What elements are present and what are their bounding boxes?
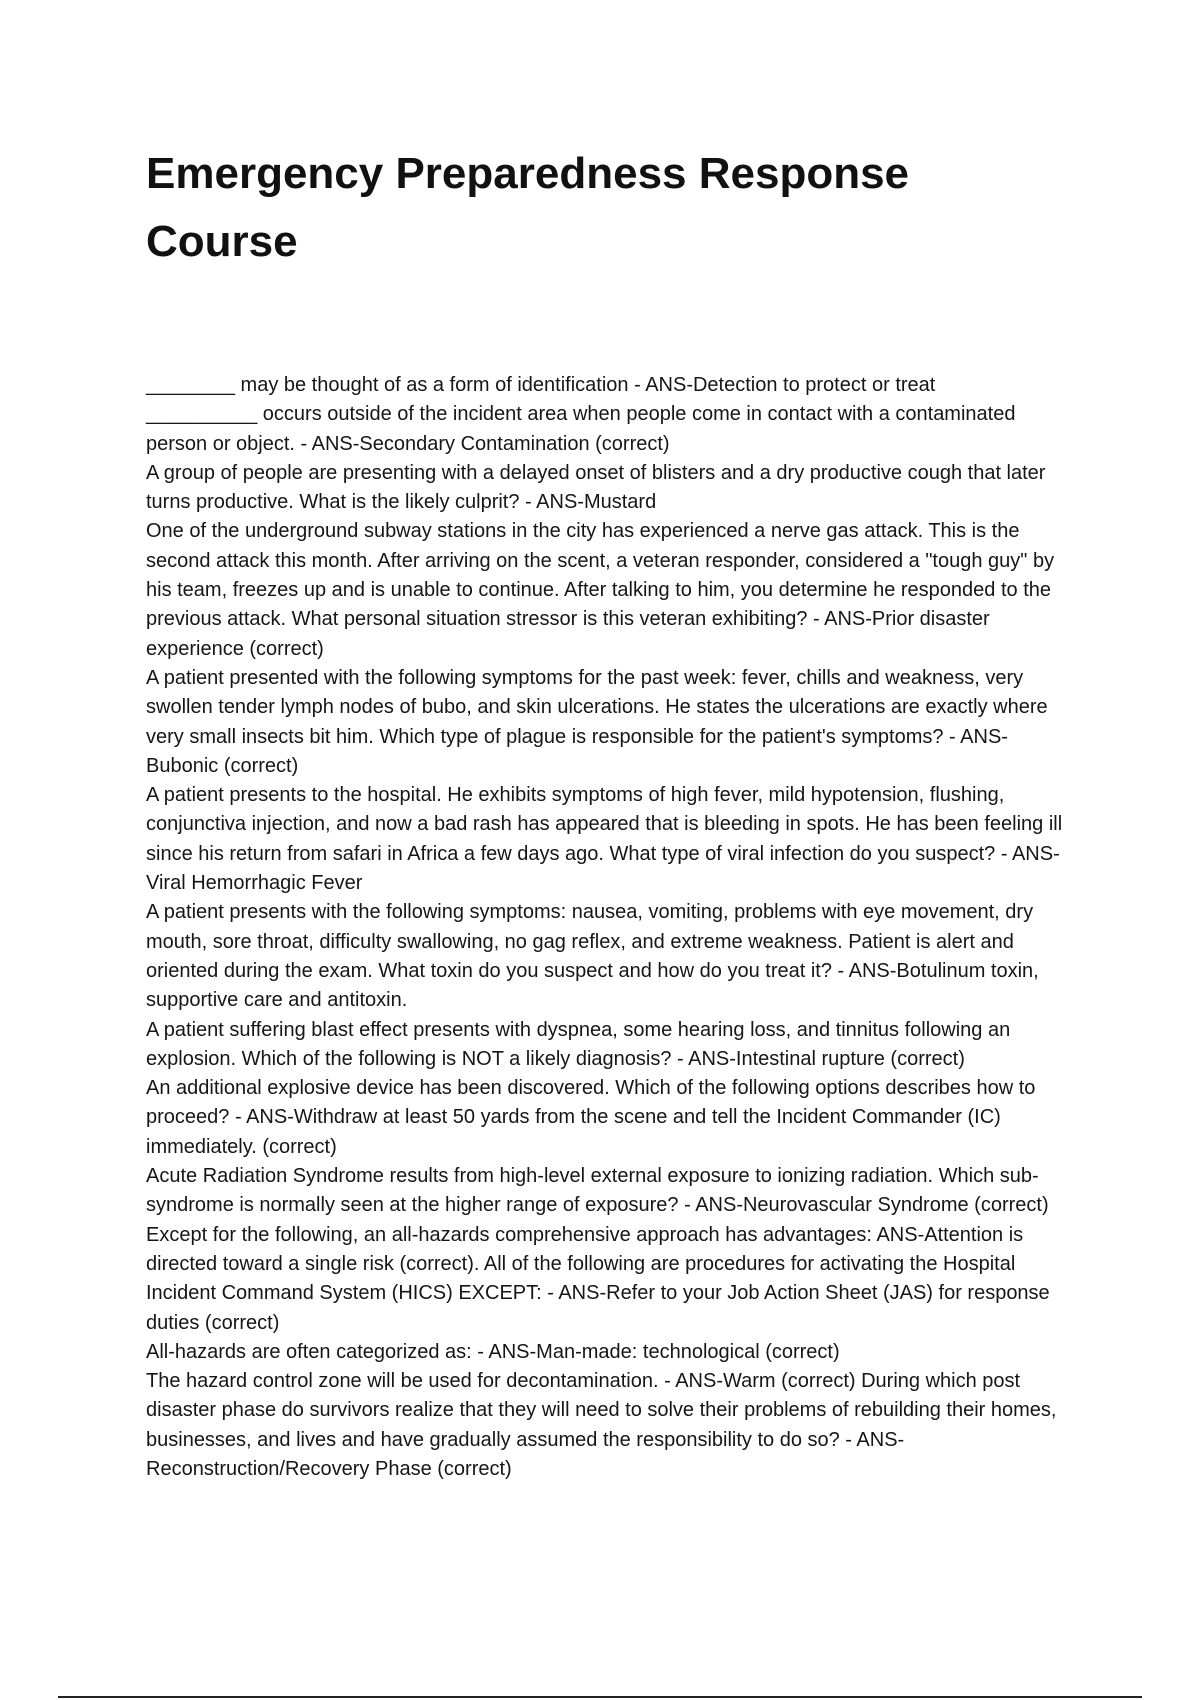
qa-item: The hazard control zone will be used for decontamination. - ANS-Warm (correct) During which post disaster phase do survivors realize that they will need to solve their problems of rebuilding their homes, businesses, and lives and have gradually assumed the responsibility to do so? - ANS-Reconstruction/Recovery Phase (correct) [146,1370,1057,1480]
qa-item: All-hazards are often categorized as: - ANS-Man-made: technological (correct) [146,1340,840,1363]
qa-item: ________ may be thought of as a form of identification - ANS-Detection to protect or treat [146,374,936,396]
qa-item: A patient presents to the hospital. He exhibits symptoms of high fever, mild hypotension, flushing, conjunctiva injection, and now a bad rash has appeared that is bleeding in spots. He has been feeling ill since his return from safari in Africa a few days ago. What type of viral infection do you suspect? - ANS-Viral Hemorrhagic Fever [146,784,1063,895]
qa-item: A patient presented with the following symptoms for the past week: fever, chills and weakness, very swollen tender lymph nodes of bubo, and skin ulcerations. He states the ulcerations are exactly where very small insects bit him. Which type of plague is responsible for the patient's symptoms? - ANS-Bubonic (correct) [146,666,1048,777]
qa-item: A patient presents with the following symptoms: nausea, vomiting, problems with eye movement, dry mouth, sore throat, difficulty swallowing, no gag reflex, and extreme weakness. Patient is alert and oriented during the exam. What toxin do you suspect and how do you treat it? - ANS-Botulinum toxin, supportive care and antitoxin. [146,901,1039,1012]
qa-item: __________ occurs outside of the incident area when people come in contact with a contaminated person or object. - ANS-Secondary Contamination (correct) [146,403,1016,455]
qa-item: A patient suffering blast effect presents with dyspnea, some hearing loss, and tinnitus following an explosion. Which of the following is NOT a likely diagnosis? - ANS-Intestinal rupture (correct) [146,1018,1011,1070]
qa-item: Acute Radiation Syndrome results from high-level external exposure to ionizing radiation. Which sub-syndrome is normally seen at the higher range of exposure? - ANS-Neurovascular Syndrome (correct) [146,1165,1049,1217]
document-title: Emergency Preparedness Response Course [146,149,910,266]
qa-body [146,371,1066,1484]
qa-item: A group of people are presenting with a delayed onset of blisters and a dry productive cough that later turns productive. What is the likely culprit? - ANS-Mustard [146,461,1046,514]
qa-item: An additional explosive device has been discovered. Which of the following options describes how to proceed? - ANS-Withdraw at least 50 yards from the scene and tell the Incident Commander (IC) immediately. (correct) [146,1077,1036,1158]
qa-item: One of the underground subway stations in the city has experienced a nerve gas attack. This is the second attack this month. After arriving on the scent, a veteran responder, considered a "tough guy" by his team, freezes up and is unable to continue. After talking to him, you determine he responded to the previous attack. What personal situation stressor is this veteran exhibiting? - ANS-Prior disaster experience (correct) [146,520,1055,660]
qa-item: Except for the following, an all-hazards comprehensive approach has advantages: ANS-Attention is directed toward a single risk (correct). All of the following are procedures for activating the Hospital Incident Command System (HICS) EXCEPT: - ANS-Refer to your Job Action Sheet (JAS) for response duties (correct) [146,1223,1050,1334]
footer-divider [58,1696,1142,1698]
